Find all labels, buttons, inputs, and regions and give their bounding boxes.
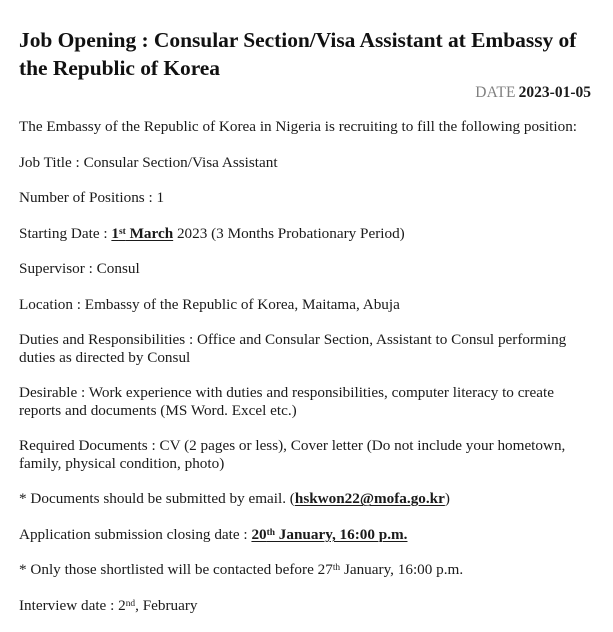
interview-date-ordinal-suffix: nd	[125, 598, 136, 609]
paragraph-intro: The Embassy of the Republic of Korea in Nigeria is recruiting to fill the following position:	[19, 118, 578, 135]
email-note-prefix: * Documents should be submitted by email. (	[19, 490, 295, 507]
paragraph-number-of-positions: Number of Positions : 1	[19, 189, 165, 206]
paragraph-email-note	[19, 490, 593, 508]
starting-date-label: Starting Date :	[19, 224, 112, 242]
paragraph-duties: Duties and Responsibilities : Office and Consular Section, Assistant to Consul performing duties as directed by Consul	[19, 331, 567, 366]
shortlist-note-prefix: * Only those shortlisted will be contacted before 27	[19, 561, 333, 578]
starting-date-trailing: 2023 (3 Months Probationary Period)	[173, 224, 405, 242]
starting-date-day: 1	[111, 224, 119, 242]
paragraph-required-documents: Required Documents : CV (2 pages or less), Cover letter (Do not include your hometown, family, physical condition, photo)	[19, 437, 566, 472]
paragraph-job-title: Job Title : Consular Section/Visa Assistant	[19, 153, 278, 171]
paragraph-location: Location : Embassy of the Republic of Korea, Maitama, Abuja	[19, 295, 400, 313]
paragraph-supervisor: Supervisor : Consul	[19, 260, 140, 277]
paragraph-interview-date	[19, 597, 593, 615]
interview-date-prefix: Interview date : 2	[19, 596, 126, 614]
page-title: Job Opening : Consular Section/Visa Assistant at Embassy of the Republic of Korea	[19, 28, 577, 81]
interview-date-suffix: , February	[135, 596, 198, 614]
document-date	[475, 83, 591, 103]
starting-date-month: March	[125, 224, 174, 242]
email-address-link[interactable]: hskwon22@mofa.go.kr	[294, 490, 445, 507]
shortlist-note-suffix: January, 16:00 p.m.	[340, 561, 464, 578]
paragraph-closing-date	[19, 526, 593, 544]
closing-date-day: 20	[251, 525, 267, 543]
paragraph-shortlist-note	[19, 561, 593, 579]
paragraph-desirable: Desirable : Work experience with duties and responsibilities, computer literacy to create reports and documents (MS Word. Excel etc.)	[19, 384, 554, 419]
date-label: DATE	[475, 84, 516, 101]
shortlist-note-ordinal-suffix: th	[332, 562, 341, 573]
closing-date-rest: January, 16:00 p.m.	[275, 525, 408, 543]
closing-date-emphasis	[251, 526, 407, 543]
paragraph-starting-date	[19, 225, 593, 243]
date-value: 2023-01-05	[518, 84, 591, 101]
starting-date-emphasis	[111, 225, 173, 242]
closing-date-ordinal-suffix: th	[266, 527, 275, 538]
email-note-suffix: )	[444, 490, 450, 507]
starting-date-ordinal-suffix: st	[118, 226, 126, 237]
document-body	[19, 118, 593, 632]
closing-date-label: Application submission closing date :	[19, 525, 252, 543]
